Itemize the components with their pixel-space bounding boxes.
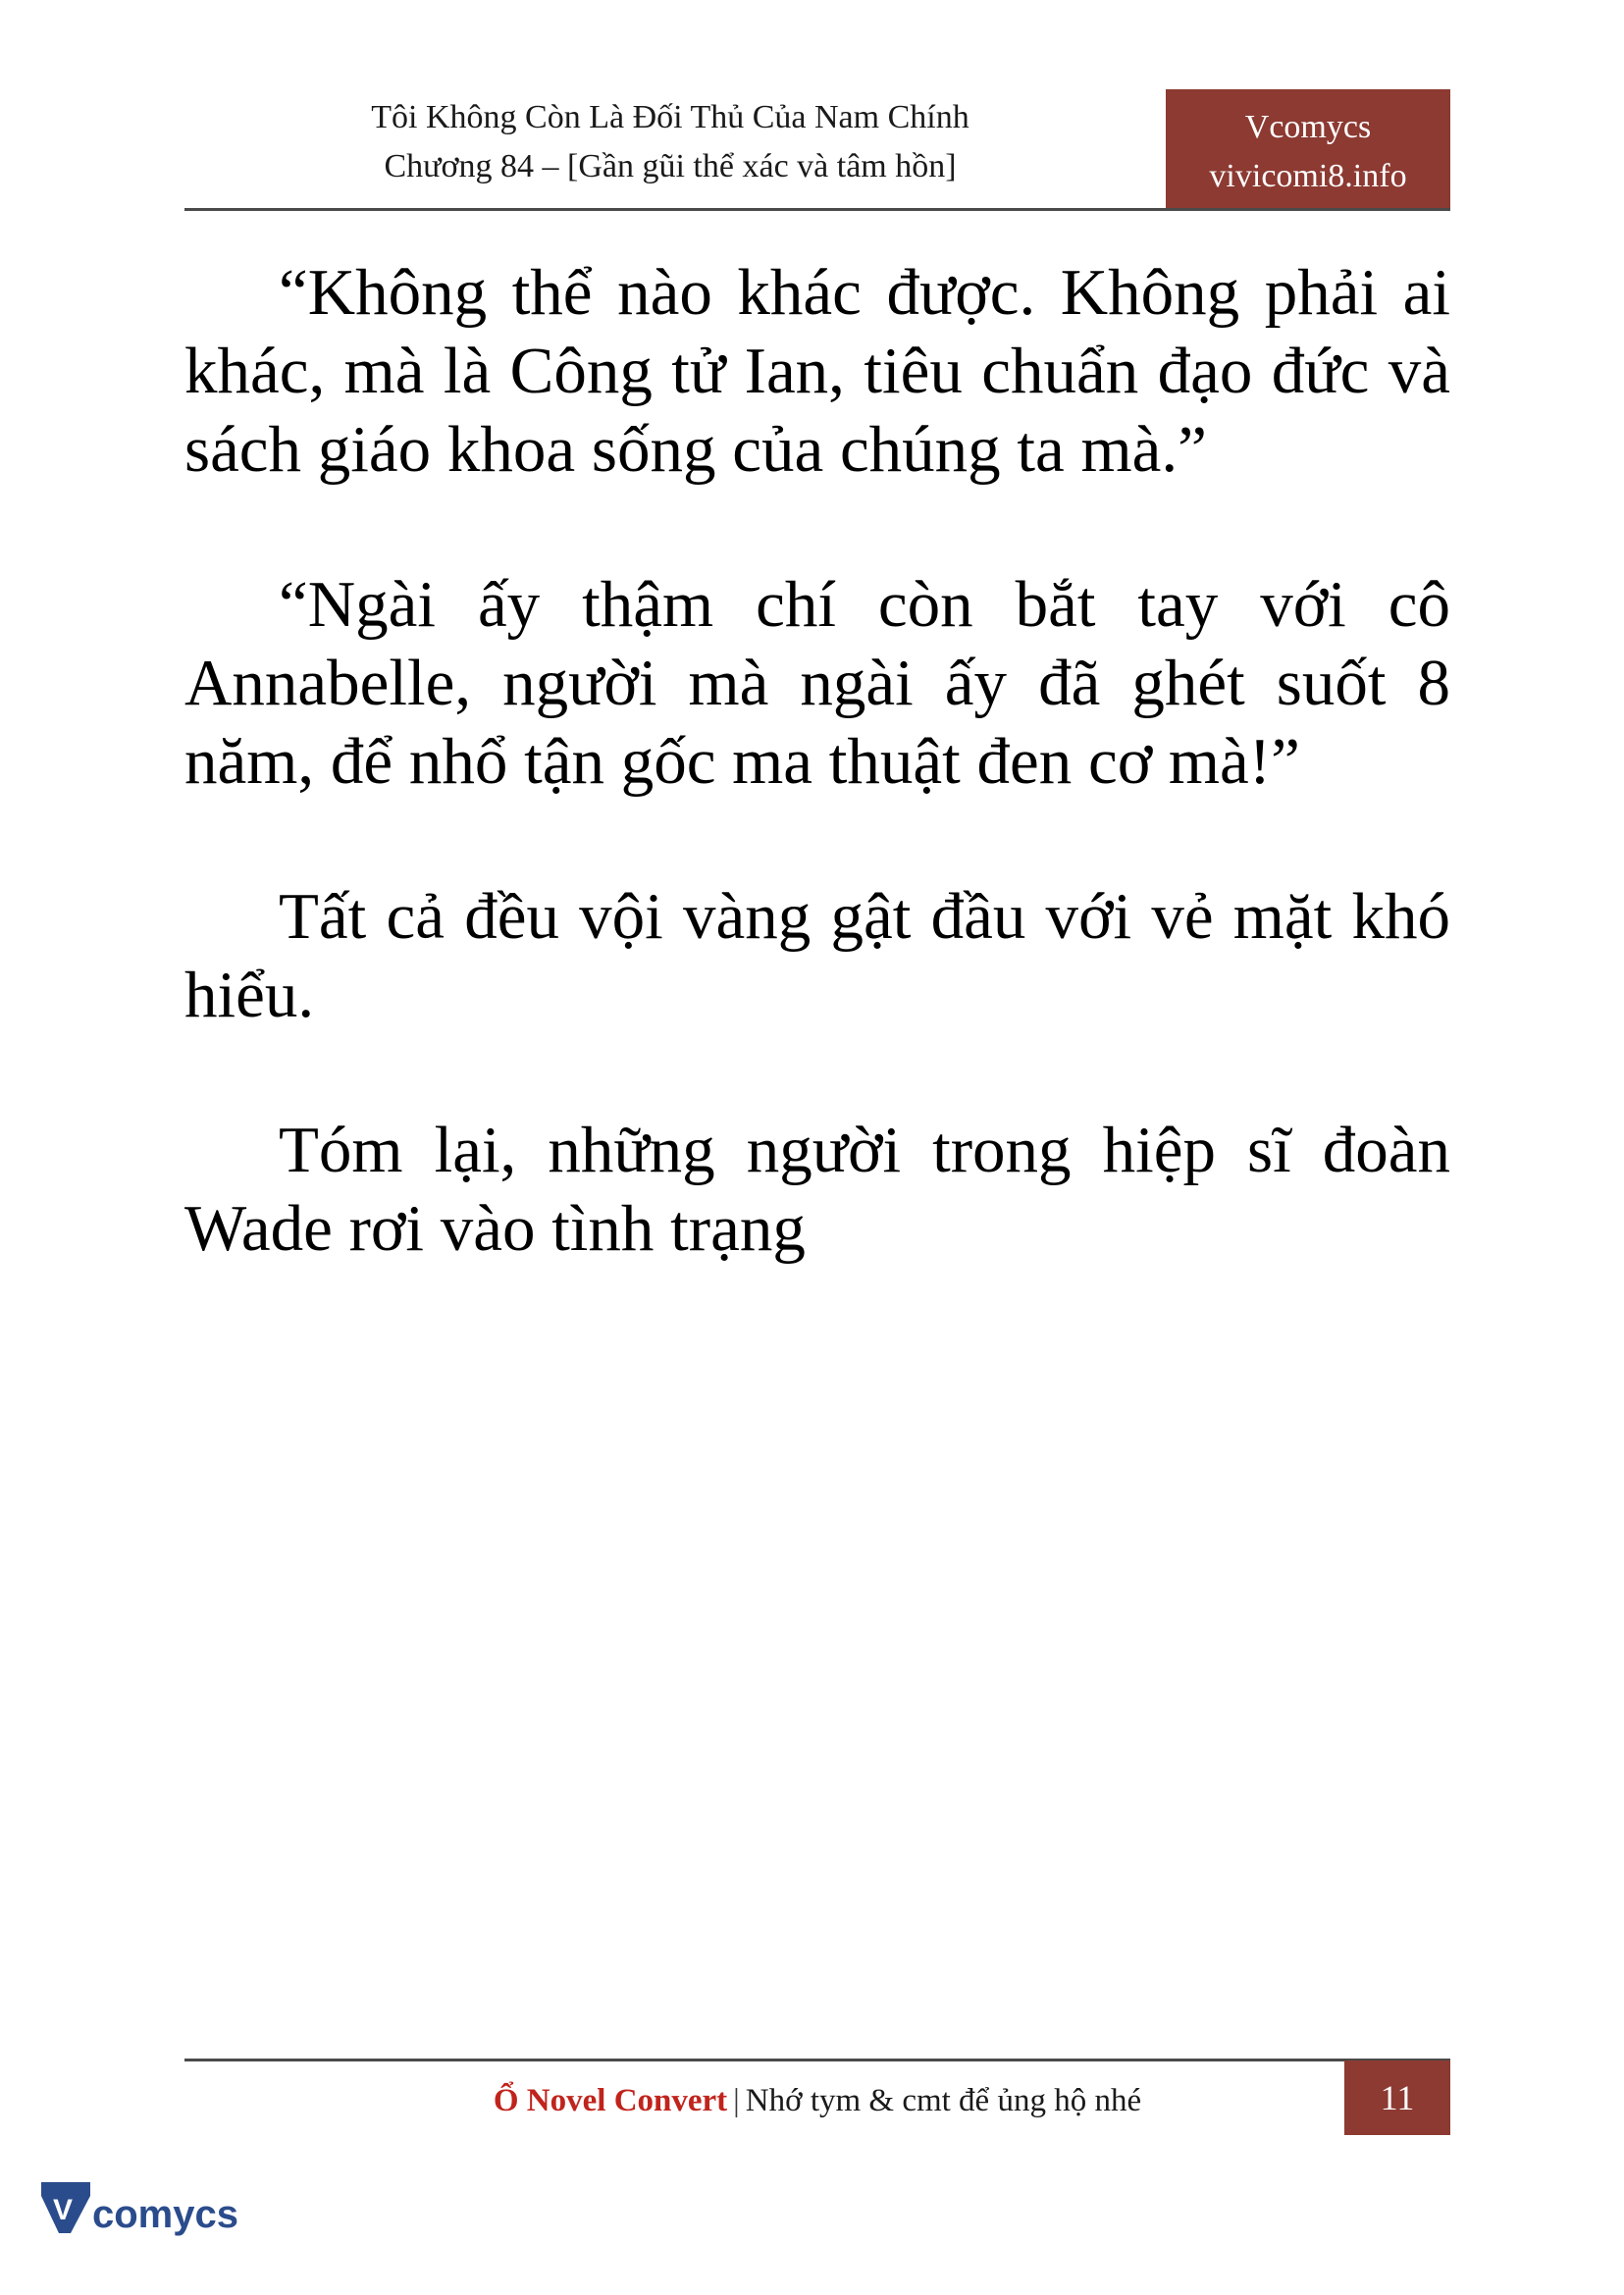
footer-note: Nhớ tym & cmt để ủng hộ nhé xyxy=(745,2083,1142,2118)
paragraph xyxy=(184,253,1450,489)
footer-content xyxy=(184,2070,1450,2135)
site-badge xyxy=(1166,89,1450,209)
paragraph-text: “Không thể nào khác được. Không phải ai khác, mà là Công tử Ian, tiêu chuẩn đạo đức và sách giáo khoa sống của chúng ta mà.” xyxy=(184,256,1450,486)
paragraph xyxy=(184,877,1450,1034)
header-title-block xyxy=(184,93,1156,191)
book-title: Tôi Không Còn Là Đối Thủ Của Nam Chính xyxy=(371,99,969,135)
chapter-title: Chương 84 – [Gần gũi thể xác và tâm hồn] xyxy=(384,148,957,184)
footer-separator: | xyxy=(733,2083,740,2118)
page-header xyxy=(184,93,1450,216)
svg-text:comycs: comycs xyxy=(92,2193,238,2236)
page-number: 11 xyxy=(1344,2060,1450,2135)
header-divider xyxy=(184,208,1450,211)
footer-brand: Ổ Novel Convert xyxy=(493,2083,728,2118)
paragraph-text: “Ngài ấy thậm chí còn bắt tay với cô Annabelle, người mà ngài ấy đã ghét suốt 8 năm, để nhổ tận gốc ma thuật đen cơ mà!” xyxy=(184,568,1450,798)
paragraph-text: Tất cả đều vội vàng gật đầu với vẻ mặt khó hiểu. xyxy=(184,880,1450,1031)
site-badge-url: vivicomi8.info xyxy=(1209,158,1407,194)
footer-divider xyxy=(184,2059,1450,2061)
svg-text:V: V xyxy=(53,2194,74,2226)
paragraph-text: Tóm lại, những người trong hiệp sĩ đoàn Wade rơi vào tình trạng xyxy=(184,1114,1450,1265)
vcomycs-logo-icon xyxy=(37,2176,263,2257)
paragraph xyxy=(184,1111,1450,1268)
page-content xyxy=(184,253,1450,1268)
paragraph xyxy=(184,565,1450,801)
site-badge-name: Vcomycs xyxy=(1244,109,1372,145)
page-footer xyxy=(184,2059,1450,2137)
footer-credit xyxy=(184,2070,1450,2131)
